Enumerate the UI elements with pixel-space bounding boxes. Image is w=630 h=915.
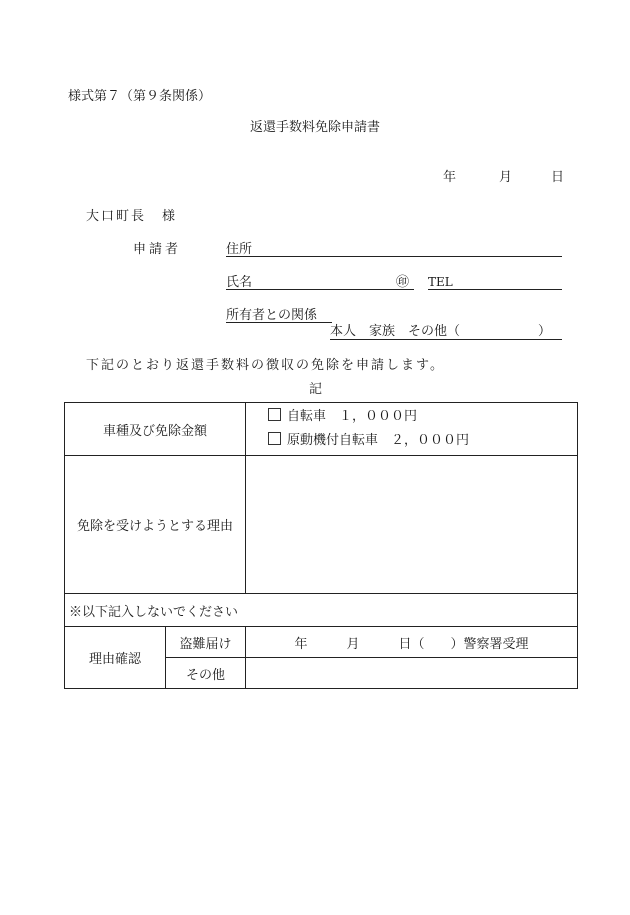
address-line[interactable] xyxy=(226,256,562,257)
application-statement: 下記のとおり返還手数料の徴収の免除を申請します。 xyxy=(86,358,445,373)
applicant-label: 申請者 xyxy=(133,242,182,257)
option-moped-label: 原動機付自転車 ２，０００円 xyxy=(287,433,470,448)
date-month: 月 xyxy=(499,170,513,185)
addressee-name: 大口町長 xyxy=(86,209,147,224)
option-bicycle-label: 自転車 １，０００円 xyxy=(287,409,418,424)
office-use-notice: ※以下記入しないでください xyxy=(65,594,578,627)
tel-label: TEL xyxy=(428,275,453,289)
relation-options[interactable]: 本人 家族 その他（ ） xyxy=(330,324,552,339)
application-table xyxy=(64,402,578,689)
other-label: その他 xyxy=(166,658,246,689)
address-label: 住所 xyxy=(226,242,253,257)
theft-row xyxy=(65,627,578,658)
other-input-cell[interactable] xyxy=(246,658,578,689)
checkbox-moped[interactable] xyxy=(268,432,281,445)
theft-report-label: 盗難届け xyxy=(166,627,246,658)
option-bicycle[interactable] xyxy=(246,405,577,429)
seal-mark: ㊞ xyxy=(396,275,410,290)
relation-options-line xyxy=(330,339,562,340)
name-line[interactable] xyxy=(226,289,414,290)
option-moped[interactable] xyxy=(246,429,577,453)
ki-heading: 記 xyxy=(309,382,323,397)
form-number: 様式第７（第９条関係） xyxy=(68,89,212,104)
relation-label: 所有者との関係 xyxy=(226,308,318,323)
reason-confirmation-label: 理由確認 xyxy=(65,627,166,689)
reason-input-cell[interactable] xyxy=(246,456,578,594)
notice-row xyxy=(65,594,578,627)
theft-report-date[interactable]: 年 月 日（ ）警察署受理 xyxy=(246,627,578,658)
checkbox-bicycle[interactable] xyxy=(268,408,281,421)
vehicle-row xyxy=(65,403,578,456)
vehicle-options-cell xyxy=(246,403,578,456)
date-year: 年 xyxy=(443,170,457,185)
addressee-honorific: 様 xyxy=(162,209,176,224)
reason-row xyxy=(65,456,578,594)
vehicle-type-label: 車種及び免除金額 xyxy=(65,403,246,456)
tel-line[interactable] xyxy=(428,289,562,290)
relation-label-underline xyxy=(226,322,332,323)
date-day: 日 xyxy=(551,170,565,185)
document-title: 返還手数料免除申請書 xyxy=(250,120,381,135)
name-label: 氏名 xyxy=(226,275,253,290)
reason-label: 免除を受けようとする理由 xyxy=(65,456,246,594)
